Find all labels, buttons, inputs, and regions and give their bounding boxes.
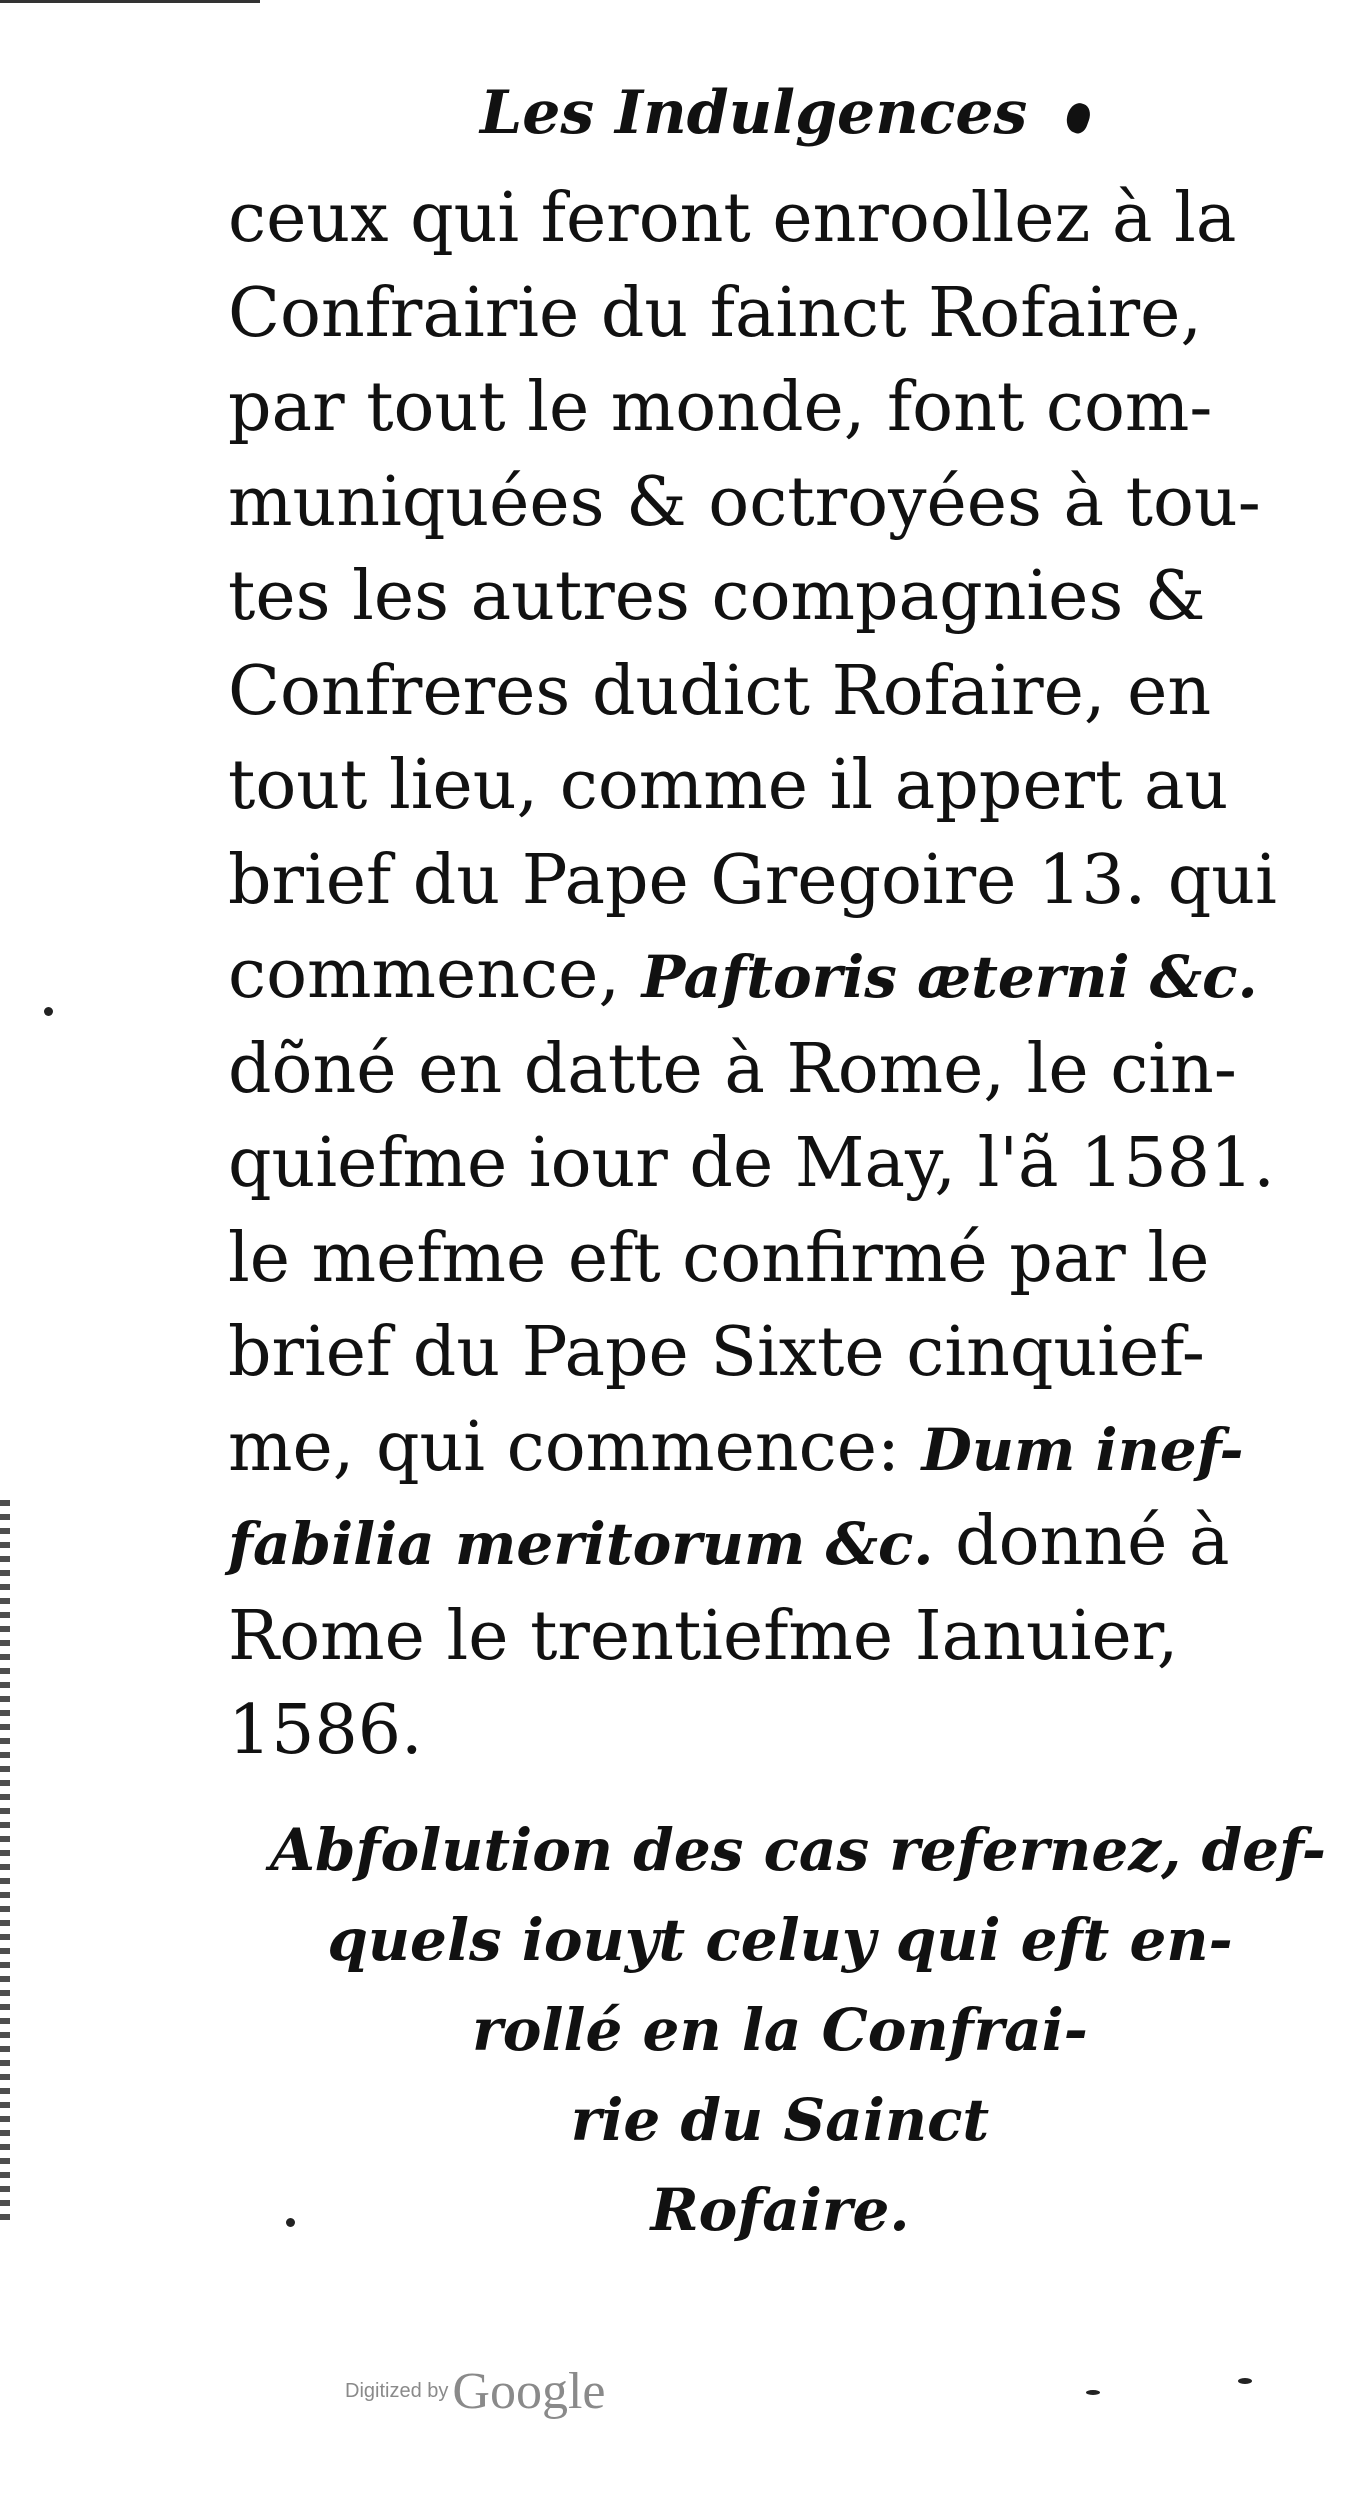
text-line: le mefme eft confirmé par le <box>228 1218 1210 1298</box>
heading-line: rollé en la Confrai- <box>472 1996 1088 2064</box>
text-line: dõné en datte à Rome, le cin- <box>228 1029 1237 1109</box>
speck <box>44 1007 53 1016</box>
text-line: par tout le monde, font com- <box>228 368 1213 447</box>
text-line: ceux qui feront enroollez à la <box>228 179 1237 258</box>
heading-line: quels iouyt celuy qui eft en- <box>327 1906 1233 1974</box>
text-line: brief du Pape Sixte cinquief- <box>228 1313 1205 1392</box>
section-heading <box>270 1805 1326 2255</box>
italic-citation: Dum inef- <box>921 1415 1244 1484</box>
italic-citation: fabilia meritorum &c. <box>228 1510 934 1578</box>
text-line: tout lieu, comme il appert au <box>228 746 1229 825</box>
italic-citation: Paftoris æterni &c. <box>641 943 1258 1011</box>
watermark-brand: Google <box>452 2363 606 2420</box>
heading-line: rie du Sainct <box>570 2086 990 2154</box>
text-line: quiefme iour de May, l'ã 1581. <box>228 1124 1275 1203</box>
text-line: muniquées & octroyées à tou- <box>228 462 1261 542</box>
running-head-text: Les Indulgences <box>480 78 1028 148</box>
watermark-prefix: Digitized by <box>345 2380 449 2402</box>
text-line: me, qui commence: Dum inef- <box>228 1407 1244 1487</box>
text-line: brief du Pape Gregoire 13. qui <box>228 840 1277 920</box>
speck <box>1238 2378 1252 2384</box>
heading-line: Abfolution des cas refernez, def- <box>270 1816 1326 1884</box>
digitized-by-watermark <box>345 2362 605 2421</box>
text-line: tes les autres compagnies & <box>228 557 1206 636</box>
body-text <box>228 172 1288 1779</box>
heading-line: Rofaire. <box>650 2176 910 2244</box>
text-line: fabilia meritorum &c. donné à <box>228 1502 1230 1581</box>
text-line: 1586. <box>228 1691 423 1770</box>
ornament-icon <box>1063 100 1094 136</box>
speck <box>1086 2390 1100 2395</box>
running-head <box>480 78 1089 148</box>
speck <box>286 2218 295 2227</box>
text-line: Rome le trentiefme Ianuier, <box>228 1596 1179 1676</box>
text-line: commence, Paftoris æterni &c. <box>228 935 1258 1014</box>
page-edge-shadow <box>0 1500 10 2220</box>
text-line: Confrairie du fainct Rofaire, <box>228 273 1203 353</box>
top-rule <box>0 0 260 3</box>
text-line: Confreres dudict Rofaire, en <box>228 651 1212 731</box>
